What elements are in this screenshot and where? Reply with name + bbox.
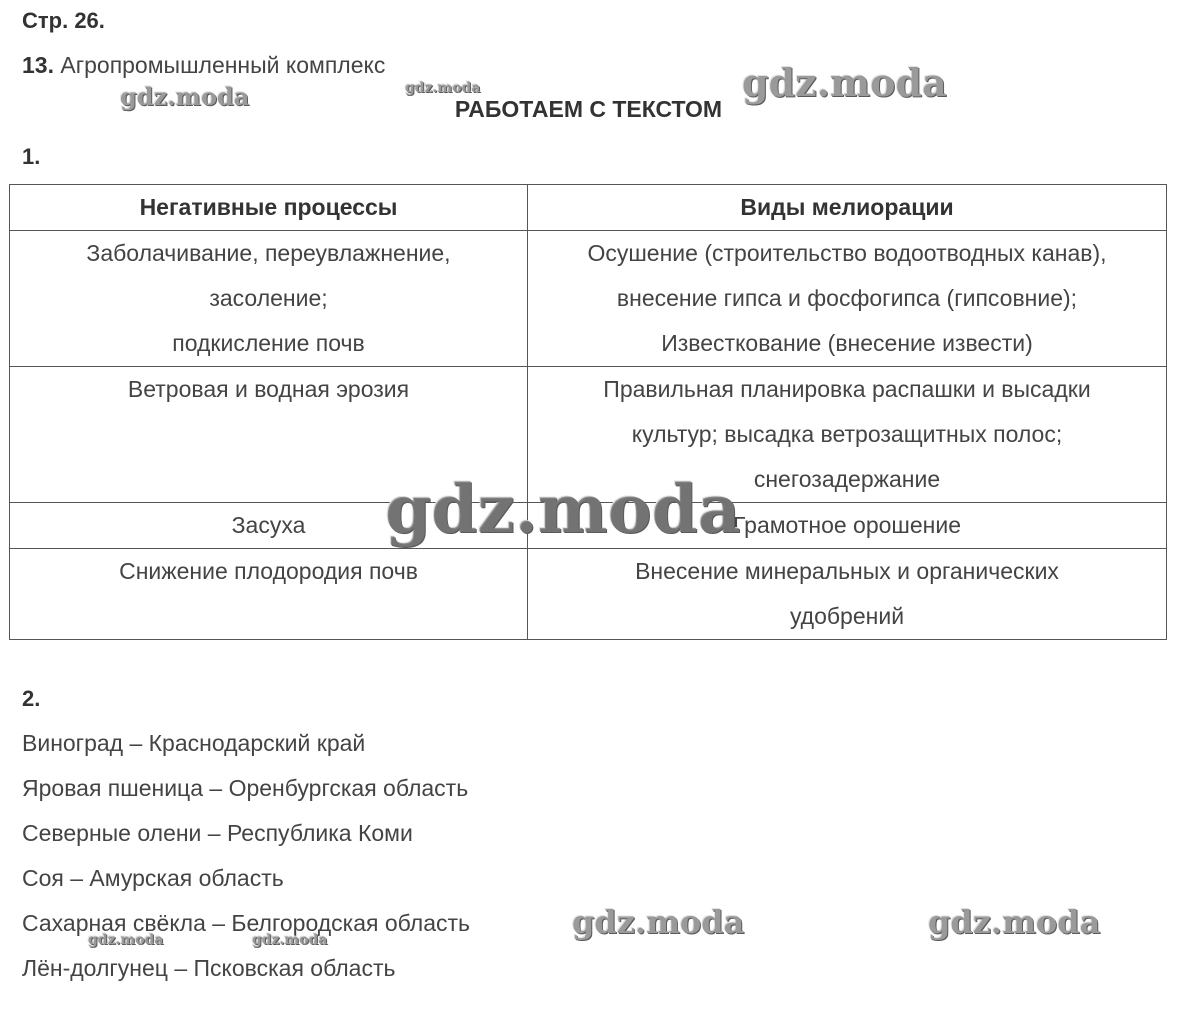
process-cell [10, 231, 528, 367]
cell-line: культур; высадка ветрозащитных полос; [631, 421, 1063, 447]
cell-line: удобрений [789, 603, 905, 629]
topic-heading [22, 52, 385, 79]
table-row [10, 231, 1167, 367]
cell-line: засоление; [209, 285, 328, 311]
task-2-number: 2. [22, 686, 41, 711]
melioration-cell [528, 231, 1167, 367]
watermark: gdz.moda [405, 80, 481, 96]
cell-line: Засуха [231, 512, 306, 538]
watermark: gdz.moda [928, 903, 1101, 941]
watermark: gdz.moda [742, 60, 947, 105]
list-item: Северные олени – Республика Коми [22, 820, 413, 846]
topic-title: Агропромышленный комплекс [60, 52, 386, 78]
cell-line: Правильная планировка распашки и высадки [603, 376, 1091, 402]
watermark: gdz.moda [88, 932, 164, 948]
cell-line: Снижение плодородия почв [119, 558, 418, 584]
page-number: Стр. 26. [22, 8, 105, 33]
melioration-table [9, 184, 1167, 640]
list-item: Яровая пшеница – Оренбургская область [22, 775, 469, 801]
list-item: Виноград – Краснодарский край [22, 730, 366, 756]
list-item: Соя – Амурская область [22, 865, 284, 891]
cell-line: снегозадержание [753, 466, 941, 492]
watermark: gdz.moda [385, 470, 741, 548]
process-cell [10, 549, 528, 640]
cell-line: Грамотное орошение [732, 512, 961, 538]
watermark: gdz.moda [572, 903, 745, 941]
task-1-number: 1. [22, 144, 41, 169]
cell-line: Ветровая и водная эрозия [127, 376, 410, 402]
cell-line: внесение гипса и фосфогипса (гипсовние); [616, 285, 1078, 311]
cell-line: подкисление почв [172, 330, 365, 356]
list-item: Лён-долгунец – Псковская область [22, 955, 396, 981]
table-header-row [10, 185, 1167, 231]
column-header-processes: Негативные процессы [10, 185, 528, 231]
column-header-melioration: Виды мелиорации [528, 185, 1167, 231]
answer-list [22, 721, 470, 991]
topic-number: 13. [22, 52, 54, 78]
list-item: Сахарная свёкла – Белгородская область [22, 910, 471, 936]
table-row [10, 549, 1167, 640]
cell-line: Заболачивание, переувлажнение, [86, 240, 451, 266]
watermark: gdz.moda [120, 82, 250, 111]
melioration-cell [528, 549, 1167, 640]
section-title: РАБОТАЕМ С ТЕКСТОМ [454, 96, 723, 122]
watermark: gdz.moda [252, 932, 328, 948]
cell-line: Осушение (строительство водоотводных канав), [587, 240, 1107, 266]
cell-line: Внесение минеральных и органических [635, 558, 1059, 584]
cell-line: Известкование (внесение извести) [661, 330, 1033, 356]
